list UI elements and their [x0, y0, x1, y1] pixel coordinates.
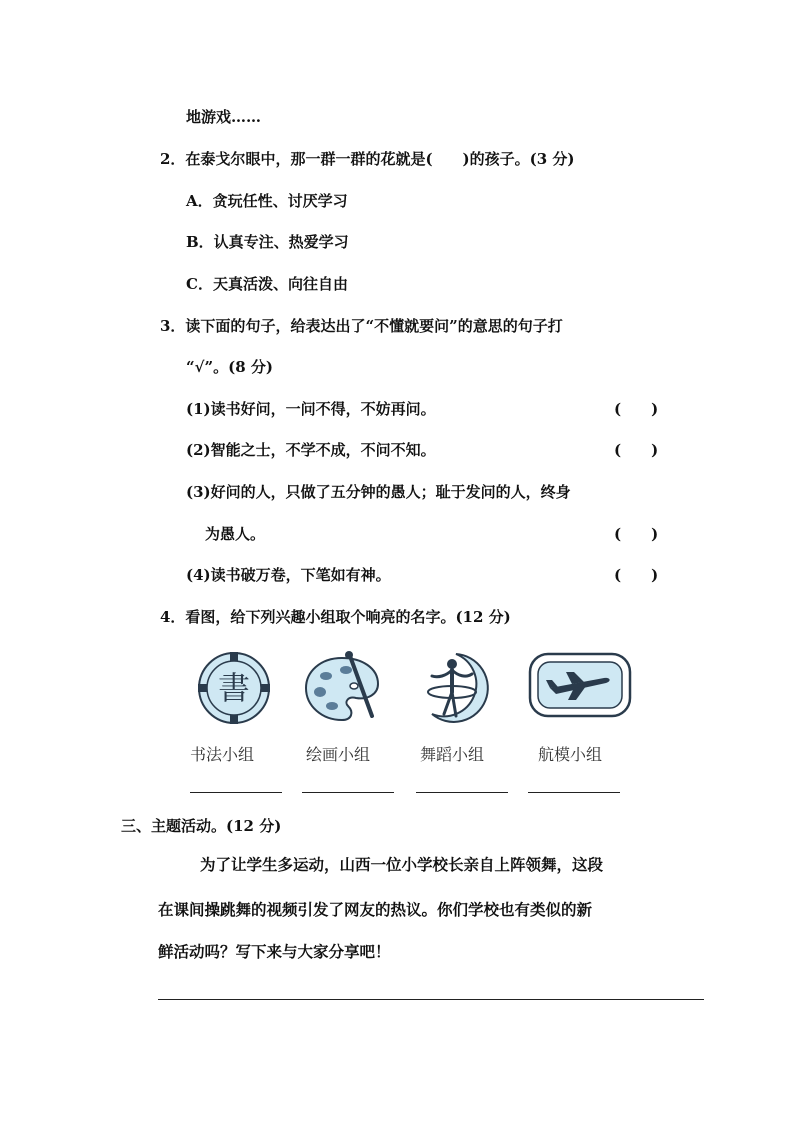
q2-option-a: A．贪玩任性、讨厌学习	[186, 192, 348, 210]
q4-stem: 4．看图，给下列兴趣小组取个响亮的名字。(12 分)	[160, 608, 511, 626]
q2-stem: 2．在泰戈尔眼中，那一群一群的花就是( )的孩子。(3 分)	[160, 150, 575, 168]
group-name-dance: 舞蹈小组	[420, 745, 485, 764]
group-name-calligraphy: 书法小组	[190, 745, 255, 764]
section3-title: 三、主题活动。(12 分)	[121, 817, 282, 835]
calligraphy-char: 書	[217, 669, 251, 707]
group-name-painting: 绘画小组	[306, 745, 371, 764]
q2-option-b: B．认真专注、热爱学习	[186, 233, 349, 251]
q3-answer-paren-3[interactable]: ( )	[614, 525, 659, 543]
section3-para-line3: 鲜活动吗？写下来与大家分享吧！	[158, 942, 391, 961]
answer-blank-painting[interactable]	[302, 792, 394, 793]
airplane-model-icon	[528, 650, 632, 720]
q3-answer-paren-1[interactable]: ( )	[614, 400, 659, 418]
group-name-model-aircraft: 航模小组	[538, 745, 603, 764]
top-fragment: 地游戏……	[186, 108, 262, 126]
essay-writing-line[interactable]	[158, 999, 704, 1000]
calligraphy-icon	[196, 650, 272, 726]
q2-option-c: C．天真活泼、向往自由	[186, 275, 348, 293]
answer-blank-calligraphy[interactable]	[190, 792, 282, 793]
section3-para-line2: 在课间操跳舞的视频引发了网友的热议。你们学校也有类似的新	[158, 900, 593, 919]
palette-icon	[302, 650, 384, 730]
q3-item-4: (4)读书破万卷，下笔如有神。	[186, 566, 391, 584]
section3-para-line1: 为了让学生多运动，山西一位小学校长亲自上阵领舞，这段	[200, 855, 604, 874]
q3-stem-line2: “√”。(8 分)	[186, 358, 273, 376]
q3-item-1: (1)读书好问，一问不得，不妨再问。	[186, 400, 436, 418]
answer-blank-dance[interactable]	[416, 792, 508, 793]
q3-item-2: (2)智能之士，不学不成，不问不知。	[186, 441, 436, 459]
q3-answer-paren-2[interactable]: ( )	[614, 441, 659, 459]
answer-blank-model-aircraft[interactable]	[528, 792, 620, 793]
dancer-icon	[416, 650, 494, 728]
q3-item-3-cont: 为愚人。	[205, 525, 266, 543]
q3-stem-line1: 3．读下面的句子，给表达出了“不懂就要问”的意思的句子打	[160, 317, 563, 335]
q3-answer-paren-4[interactable]: ( )	[614, 566, 659, 584]
q3-item-3: (3)好问的人，只做了五分钟的愚人；耻于发问的人，终身	[186, 483, 571, 501]
